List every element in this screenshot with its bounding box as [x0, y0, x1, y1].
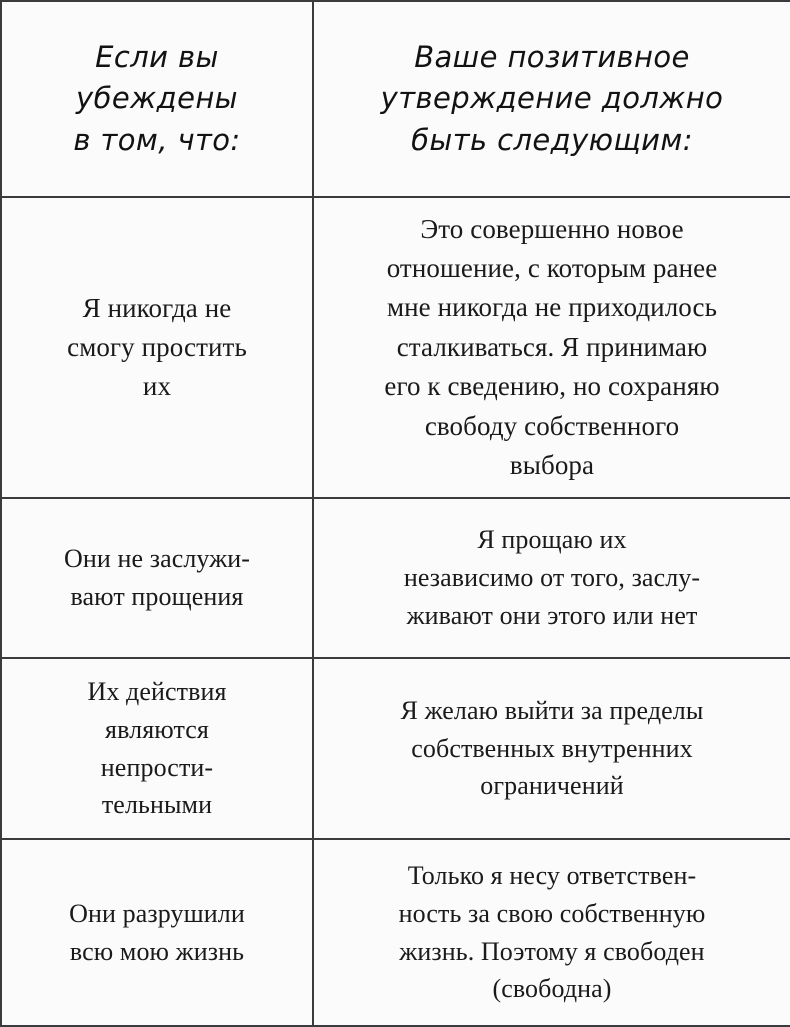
column-header-affirmation: [313, 1, 790, 197]
text-line: собственных внутренних: [411, 733, 693, 763]
text-line: мне никогда не приходилось: [386, 292, 718, 323]
text-line: Только я несу ответствен-: [407, 860, 697, 890]
belief-text: [10, 289, 304, 406]
affirmation-cell: [313, 658, 790, 839]
table-row: [1, 498, 790, 658]
text-line: тельными: [101, 790, 213, 820]
text-line: вают прощения: [70, 582, 244, 611]
text-line: быть следующим:: [411, 122, 693, 157]
column-header-belief: [1, 1, 313, 197]
text-line: Если вы: [95, 40, 219, 75]
text-line: смогу простить: [67, 331, 247, 362]
text-line: независимо от того, заслу-: [403, 563, 701, 593]
affirmation-text: [322, 210, 782, 486]
text-line: Их действия: [87, 677, 227, 707]
affirmation-text: [322, 521, 782, 635]
belief-text: [10, 673, 304, 824]
belief-cell: [1, 197, 313, 498]
text-line: непрости-: [100, 752, 214, 782]
belief-text: [10, 540, 304, 615]
affirmation-text: [322, 857, 782, 1009]
affirmation-cell: [313, 839, 790, 1026]
belief-text: [10, 895, 304, 970]
text-line: в том, что:: [73, 122, 241, 157]
table-header: [1, 1, 790, 197]
text-line: Они не заслужи-: [63, 544, 251, 574]
text-line: всю мою жизнь: [69, 936, 245, 966]
text-line: Я никогда не: [82, 292, 232, 323]
text-line: отношение, с которым ранее: [386, 252, 718, 283]
column-header-affirmation-text: [322, 37, 782, 161]
text-line: его к сведению, но сохраняю: [384, 371, 720, 402]
text-line: их: [142, 371, 172, 402]
text-line: утверждение должно: [380, 81, 724, 116]
belief-cell: [1, 658, 313, 839]
column-header-belief-text: [10, 37, 304, 161]
table-body: [1, 197, 790, 1026]
affirmation-cell: [313, 498, 790, 658]
header-row: [1, 1, 790, 197]
text-line: свободу собственного: [424, 410, 680, 441]
belief-cell: [1, 839, 313, 1026]
affirmation-cell: [313, 197, 790, 498]
text-line: Они разрушили: [69, 898, 245, 928]
table-row: [1, 197, 790, 498]
table-row: [1, 839, 790, 1026]
text-line: живают они этого или нет: [406, 600, 698, 630]
text-line: ность за свою собственную: [398, 898, 706, 928]
text-line: являются: [105, 714, 209, 744]
table-row: [1, 658, 790, 839]
text-line: сталкиваться. Я принимаю: [396, 331, 708, 362]
affirmation-text: [322, 692, 782, 806]
belief-cell: [1, 498, 313, 658]
text-line: убеждены: [76, 81, 238, 116]
text-line: Я желаю выйти за пределы: [400, 695, 704, 725]
text-line: жизнь. Поэтому я свободен: [399, 936, 705, 966]
text-line: Я прощаю их: [477, 525, 627, 555]
text-line: выбора: [509, 450, 595, 481]
text-line: (свободна): [492, 974, 612, 1004]
text-line: Ваше позитивное: [414, 40, 690, 75]
text-line: ограничений: [480, 771, 624, 801]
text-line: Это совершенно новое: [420, 213, 684, 244]
